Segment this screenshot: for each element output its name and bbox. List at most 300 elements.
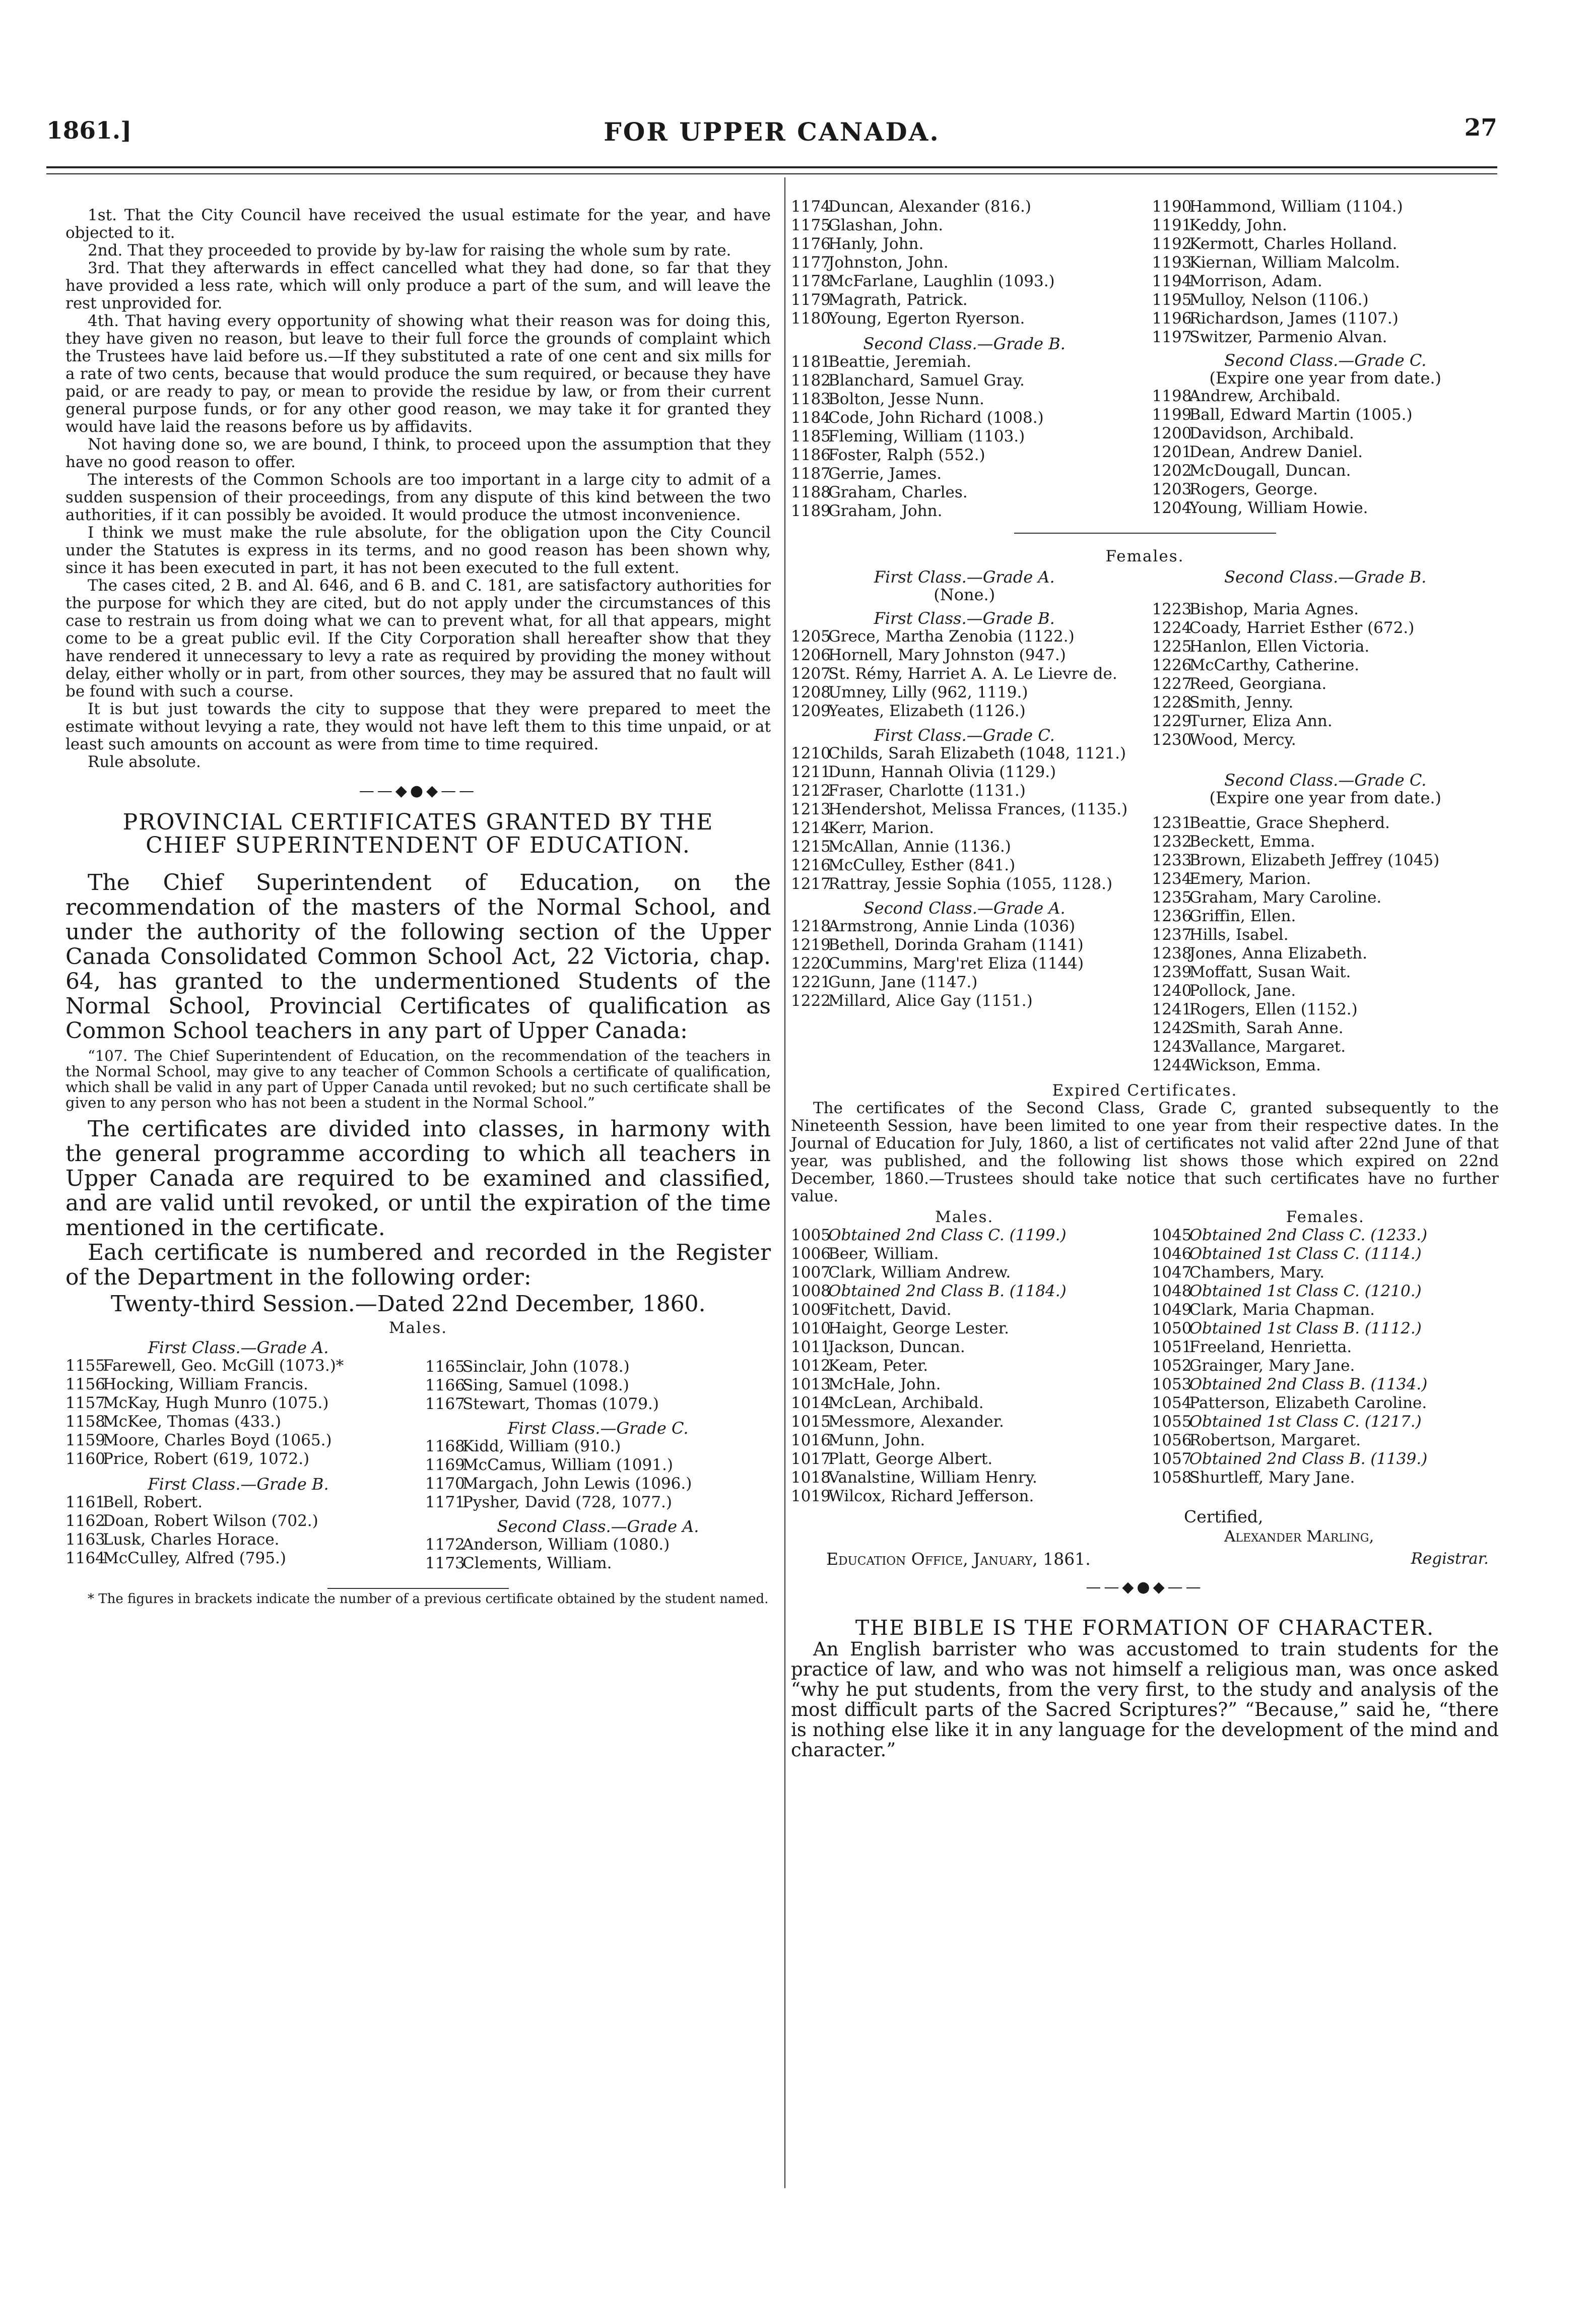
list-item xyxy=(1152,907,1499,926)
section-rule xyxy=(1014,533,1276,534)
entry-name: Hills, Isabel. xyxy=(1189,926,1289,944)
entry-name: Dean, Andrew Daniel. xyxy=(1189,443,1363,461)
entry-name: Blanchard, Samuel Gray. xyxy=(828,371,1025,390)
entry-name: Ball, Edward Martin (1005.) xyxy=(1189,406,1413,424)
entry-name: Bell, Robert. xyxy=(103,1493,203,1511)
certificate-number: 1223 xyxy=(1152,600,1192,618)
certified-label: Certified, xyxy=(1184,1507,1264,1526)
list-item xyxy=(1152,499,1499,518)
list-item xyxy=(791,702,1138,721)
list-block xyxy=(1152,600,1499,749)
entry-name: Emery, Marion. xyxy=(1189,870,1311,888)
females-col-b xyxy=(1152,568,1499,1075)
certificate-number: 1237 xyxy=(1152,926,1192,944)
list-item xyxy=(1152,1394,1499,1413)
entry-name: Obtained 2nd Class B. (1184.) xyxy=(828,1282,1067,1300)
entry-name: Wickson, Emma. xyxy=(1189,1056,1321,1074)
entry-name: McHale, John. xyxy=(828,1375,941,1393)
entry-name: Duncan, Alexander (816.) xyxy=(828,198,1031,216)
entry-name: Bolton, Jesse Nunn. xyxy=(828,390,984,408)
certificate-number: 1058 xyxy=(1152,1468,1192,1487)
entry-name: Turner, Eliza Ann. xyxy=(1189,712,1333,730)
certificate-number: 1218 xyxy=(791,917,831,935)
signer-name: Alexander Marling, xyxy=(1224,1527,1374,1546)
right-column xyxy=(791,198,1499,1760)
list-item xyxy=(1152,328,1499,347)
certificate-number: 1213 xyxy=(791,800,831,818)
grade-heading: First Class.—Grade A. xyxy=(874,567,1055,587)
list-item xyxy=(1152,291,1499,309)
list-item xyxy=(791,646,1138,665)
list-item xyxy=(791,291,1138,309)
page-header xyxy=(46,114,1497,152)
list-item xyxy=(791,800,1138,819)
entry-name: Kerr, Marion. xyxy=(828,819,935,837)
list-item xyxy=(1152,814,1499,833)
certificate-number: 1051 xyxy=(1152,1338,1192,1356)
certificate-number: 1184 xyxy=(791,409,831,427)
list-item xyxy=(791,763,1138,782)
list-item xyxy=(791,272,1138,291)
entry-name: McCulley, Alfred (795.) xyxy=(103,1549,286,1567)
certificate-number: 1170 xyxy=(425,1475,465,1493)
list-item xyxy=(791,1263,1138,1282)
entry-name: Obtained 2nd Class C. (1233.) xyxy=(1189,1226,1428,1244)
certificate-number: 1048 xyxy=(1152,1282,1192,1300)
certificate-number: 1233 xyxy=(1152,851,1192,869)
entry-name: Chambers, Mary. xyxy=(1189,1263,1325,1282)
judgment-paragraph: 1st. That the City Council have received the usual estimate for the year, and have objected to it. xyxy=(65,206,771,242)
entry-name: Magrath, Patrick. xyxy=(828,291,968,309)
left-column xyxy=(65,207,771,1606)
grade-note: (Expire one year from date.) xyxy=(1209,368,1442,388)
list-item xyxy=(1152,1357,1499,1375)
entry-name: Obtained 1st Class C. (1210.) xyxy=(1189,1282,1422,1300)
list-item xyxy=(425,1475,771,1493)
list-item xyxy=(1152,963,1499,982)
entry-name: Wilcox, Richard Jefferson. xyxy=(828,1487,1034,1505)
entry-name: Shurtleff, Mary Jane. xyxy=(1189,1468,1355,1487)
certificate-number: 1018 xyxy=(791,1468,831,1487)
certificate-number: 1005 xyxy=(791,1226,831,1244)
ornament-divider: ——◆●◆—— xyxy=(359,782,478,800)
entry-name: Dunn, Hannah Olivia (1129.) xyxy=(828,763,1056,781)
certificate-number: 1212 xyxy=(791,782,831,800)
certificate-number: 1156 xyxy=(65,1375,105,1393)
list-item xyxy=(791,1319,1138,1338)
entry-name: Richardson, James (1107.) xyxy=(1189,309,1399,328)
list-item xyxy=(791,936,1138,954)
list-item xyxy=(1152,1413,1499,1431)
certificate-number: 1224 xyxy=(1152,619,1192,637)
entry-name: Millard, Alice Gay (1151.) xyxy=(828,992,1033,1010)
entry-name: McCulley, Esther (841.) xyxy=(828,856,1016,874)
certificate-number: 1019 xyxy=(791,1487,831,1505)
list-item xyxy=(425,1493,771,1512)
entry-name: Margach, John Lewis (1096.) xyxy=(462,1475,692,1493)
list-block xyxy=(65,1357,411,1468)
expired-lists xyxy=(791,1208,1499,1506)
entry-name: McLean, Archibald. xyxy=(828,1394,984,1412)
entry-name: Pollock, Jane. xyxy=(1189,982,1296,1000)
entry-name: Jones, Anna Elizabeth. xyxy=(1189,944,1367,963)
certificate-number: 1242 xyxy=(1152,1019,1192,1037)
certificate-number: 1008 xyxy=(791,1282,831,1300)
entry-name: Keddy, John. xyxy=(1189,216,1287,234)
list-item xyxy=(1152,870,1499,888)
entry-name: Graham, Charles. xyxy=(828,483,968,501)
list-item xyxy=(65,1375,411,1394)
certificate-number: 1240 xyxy=(1152,982,1192,1000)
certificate-number: 1179 xyxy=(791,291,831,309)
entry-name: Kiernan, William Malcolm. xyxy=(1189,253,1400,272)
entry-name: Robertson, Margaret. xyxy=(1189,1431,1361,1449)
list-item xyxy=(1152,619,1499,637)
certificate-number: 1203 xyxy=(1152,480,1192,498)
entry-name: Messmore, Alexander. xyxy=(828,1413,1004,1431)
grade-heading: Second Class.—Grade C. xyxy=(1224,351,1427,370)
list-item xyxy=(65,1413,411,1431)
list-item xyxy=(1152,982,1499,1000)
entry-name: McKee, Thomas (433.) xyxy=(103,1413,281,1431)
entry-name: Beckett, Emma. xyxy=(1189,833,1315,851)
certificate-number: 1241 xyxy=(1152,1000,1192,1018)
entry-name: Graham, John. xyxy=(828,502,943,520)
entry-name: Patterson, Elizabeth Caroline. xyxy=(1189,1394,1427,1412)
certificate-number: 1183 xyxy=(791,390,831,408)
list-item xyxy=(791,1245,1138,1263)
list-item xyxy=(1152,272,1499,291)
list-item xyxy=(1152,1038,1499,1056)
certificate-number: 1191 xyxy=(1152,216,1192,234)
entry-name: Smith, Jenny. xyxy=(1189,693,1294,712)
certificate-number: 1222 xyxy=(791,992,831,1010)
list-item xyxy=(1152,712,1499,731)
certificate-number: 1166 xyxy=(425,1376,465,1394)
list-item xyxy=(791,235,1138,253)
entry-name: Obtained 1st Class C. (1217.) xyxy=(1189,1413,1422,1431)
entry-name: Obtained 1st Class B. (1112.) xyxy=(1189,1319,1422,1337)
entry-name: Code, John Richard (1008.) xyxy=(828,409,1044,427)
list-item xyxy=(65,1512,411,1530)
entry-name: Vanalstine, William Henry. xyxy=(828,1468,1037,1487)
certificate-number: 1155 xyxy=(65,1357,105,1375)
list-item xyxy=(791,198,1138,216)
certificate-number: 1016 xyxy=(791,1431,831,1449)
list-item xyxy=(791,253,1138,272)
certificate-number: 1198 xyxy=(1152,387,1192,405)
list-block xyxy=(1152,1226,1499,1487)
certificate-number: 1225 xyxy=(1152,637,1192,656)
certificate-number: 1243 xyxy=(1152,1038,1192,1056)
certificate-number: 1234 xyxy=(1152,870,1192,888)
certificate-number: 1231 xyxy=(1152,814,1192,832)
expired-females-heading: Females. xyxy=(1286,1208,1365,1226)
males-list-col-a xyxy=(65,1339,411,1573)
entry-name: Clements, William. xyxy=(462,1554,612,1572)
entry-name: Doan, Robert Wilson (702.) xyxy=(103,1512,318,1530)
list-item xyxy=(1152,406,1499,424)
certificate-number: 1189 xyxy=(791,502,831,520)
certificate-number: 1215 xyxy=(791,838,831,856)
entry-name: Rogers, Ellen (1152.) xyxy=(1189,1000,1358,1018)
list-item xyxy=(1152,637,1499,656)
list-item xyxy=(1152,1375,1499,1394)
list-item xyxy=(425,1376,771,1395)
certificate-number: 1220 xyxy=(791,954,831,973)
certificate-number: 1053 xyxy=(1152,1375,1192,1393)
entry-name: Pysher, David (728, 1077.) xyxy=(462,1493,672,1511)
list-item xyxy=(791,917,1138,936)
list-block xyxy=(791,917,1138,1010)
certificate-number: 1192 xyxy=(1152,235,1192,253)
certificate-number: 1229 xyxy=(1152,712,1192,730)
list-item xyxy=(791,992,1138,1010)
entry-name: Moffatt, Susan Wait. xyxy=(1189,963,1351,981)
header-rule xyxy=(46,166,1497,168)
judgment-paragraph: I think we must make the rule absolute, for the obligation upon the City Council under the Statutes is express in its terms, and no good reason has been shown why, since it has been executed in part, it has not been executed to the full extent. xyxy=(65,524,771,577)
entry-name: Johnston, John. xyxy=(828,253,949,272)
list-item xyxy=(1152,1319,1499,1338)
entry-name: St. Rémy, Harriet A. A. Le Lievre de. xyxy=(828,665,1117,683)
entry-name: Hanly, John. xyxy=(828,235,924,253)
list-item xyxy=(1152,731,1499,749)
list-item xyxy=(1152,480,1499,499)
entry-name: Hammond, William (1104.) xyxy=(1189,198,1403,216)
entry-name: Andrew, Archibald. xyxy=(1189,387,1341,405)
entry-name: Wood, Mercy. xyxy=(1189,731,1296,749)
entry-name: Sing, Samuel (1098.) xyxy=(462,1376,629,1394)
entry-name: Kidd, William (910.) xyxy=(462,1437,621,1455)
expired-heading: Expired Certificates. xyxy=(1052,1081,1238,1100)
list-item xyxy=(1152,1301,1499,1319)
certificate-number: 1017 xyxy=(791,1450,831,1468)
females-heading: Females. xyxy=(1105,547,1184,565)
certificate-number: 1165 xyxy=(425,1358,465,1376)
entry-name: Freeland, Henrietta. xyxy=(1189,1338,1352,1356)
list-item xyxy=(1152,833,1499,851)
certificate-number: 1054 xyxy=(1152,1394,1192,1412)
list-item xyxy=(1152,1263,1499,1282)
certificate-number: 1205 xyxy=(791,627,831,646)
certificate-number: 1210 xyxy=(791,744,831,762)
list-item xyxy=(1152,926,1499,944)
males-cont-col-b xyxy=(1152,198,1499,521)
list-item xyxy=(1152,1000,1499,1019)
entry-name: Vallance, Margaret. xyxy=(1189,1038,1346,1056)
certificate-number: 1011 xyxy=(791,1338,831,1356)
entry-name: Grece, Martha Zenobia (1122.) xyxy=(828,627,1075,646)
register-paragraph: Each certificate is numbered and recorded in the Register of the Department in the following order: xyxy=(65,1240,771,1290)
column-divider xyxy=(784,177,785,2188)
certificate-number: 1180 xyxy=(791,309,831,328)
list-item xyxy=(1152,387,1499,406)
list-item xyxy=(1152,216,1499,235)
list-item xyxy=(1152,1282,1499,1301)
list-block xyxy=(65,1493,411,1568)
list-item xyxy=(791,1431,1138,1450)
certificate-number: 1178 xyxy=(791,272,831,290)
entry-name: McKay, Hugh Munro (1075.) xyxy=(103,1394,329,1412)
list-item xyxy=(1152,198,1499,216)
males-heading: Males. xyxy=(388,1319,448,1337)
judgment-paragraph: The cases cited, 2 B. and Al. 646, and 6 B. and C. 181, are satisfactory authorities for the purpose for which they are cited, but do not apply under the circumstances of this case to restrain us from doing what we can to prevent what, for all that appears, might come to be a great public evil. If the City Corporation shall hereafter show that they have rendered it unnecessary to levy a rate as required by providing the money without delay, either wholly or in part, from other sources, they may be assured that no fault will be found with such a course. xyxy=(65,577,771,700)
certificate-number: 1194 xyxy=(1152,272,1192,290)
ornament-divider: ——◆●◆—— xyxy=(1086,1578,1204,1596)
entry-name: McFarlane, Laughlin (1093.) xyxy=(828,272,1055,290)
males-list-col-b xyxy=(425,1339,771,1573)
list-item xyxy=(65,1450,411,1468)
entry-name: Jackson, Duncan. xyxy=(828,1338,965,1356)
list-item xyxy=(1152,1226,1499,1245)
list-item xyxy=(65,1530,411,1549)
certificate-number: 1195 xyxy=(1152,291,1192,309)
entry-name: Hocking, William Francis. xyxy=(103,1375,308,1393)
certificate-number: 1047 xyxy=(1152,1263,1192,1282)
rule-absolute: Rule absolute. xyxy=(88,753,201,771)
list-block xyxy=(425,1358,771,1414)
males-list xyxy=(65,1339,771,1573)
males-continued xyxy=(791,198,1499,521)
list-item xyxy=(791,665,1138,683)
entry-name: Davidson, Archibald. xyxy=(1189,424,1354,442)
certificate-number: 1181 xyxy=(791,353,831,371)
judgment-paragraph: The interests of the Common Schools are too important in a large city to admit of a sudden suspension of their proceedings, from any dispute of this kind between the two authorities, if it can possibly be avoided. It would produce the utmost inconvenience. xyxy=(65,471,771,524)
certificate-number: 1159 xyxy=(65,1431,105,1449)
entry-name: Price, Robert (619, 1072.) xyxy=(103,1450,310,1468)
certificate-number: 1012 xyxy=(791,1357,831,1375)
certificate-number: 1202 xyxy=(1152,462,1192,480)
expired-males xyxy=(791,1208,1138,1506)
office-date: Education Office, January, 1861. xyxy=(826,1549,1091,1569)
list-item xyxy=(425,1358,771,1376)
header-rule-thin xyxy=(46,173,1497,174)
grade-heading: First Class.—Grade B. xyxy=(148,1475,329,1494)
list-item xyxy=(1152,235,1499,253)
certificate-number: 1057 xyxy=(1152,1450,1192,1468)
grade-heading: Second Class.—Grade B. xyxy=(863,334,1066,353)
entry-name: Smith, Sarah Anne. xyxy=(1189,1019,1344,1037)
entry-name: Obtained 2nd Class B. (1134.) xyxy=(1189,1375,1428,1393)
entry-name: Lusk, Charles Horace. xyxy=(103,1530,280,1549)
list-block xyxy=(1152,814,1499,1075)
entry-name: Young, William Howie. xyxy=(1189,499,1368,517)
entry-name: Switzer, Parmenio Alvan. xyxy=(1189,328,1387,346)
certificate-number: 1200 xyxy=(1152,424,1192,442)
certificate-number: 1186 xyxy=(791,446,831,464)
certificate-number: 1174 xyxy=(791,198,831,216)
entry-name: McCamus, William (1091.) xyxy=(462,1456,673,1474)
intro-paragraph: The Chief Superintendent of Education, on the recommendation of the masters of the Normal School, and under the authority of the following section of the Upper Canada Consolidated Common School Act, 22 Victoria, chap. 64, has granted to the undermentioned Students of the Normal School, Provincial Certificates of qualification as Common School teachers in any part of Upper Canada: xyxy=(65,870,771,1044)
certificate-number: 1052 xyxy=(1152,1357,1192,1375)
certificate-number: 1164 xyxy=(65,1549,105,1567)
certificate-number: 1227 xyxy=(1152,675,1192,693)
judgment-paragraph: 3rd. That they afterwards in effect cancelled what they had done, so far that they have provided a less rate, which will only produce a part of the sum, and will leave the rest unprovided for. xyxy=(65,259,771,312)
list-item xyxy=(791,954,1138,973)
entry-name: Kermott, Charles Holland. xyxy=(1189,235,1398,253)
entry-name: Rogers, George. xyxy=(1189,480,1318,498)
section-title-line-1: PROVINCIAL CERTIFICATES GRANTED BY THE xyxy=(122,809,714,835)
list-item xyxy=(1152,656,1499,675)
expired-females xyxy=(1152,1208,1499,1506)
certificate-number: 1199 xyxy=(1152,406,1192,424)
certificate-number: 1161 xyxy=(65,1493,105,1511)
list-item xyxy=(1152,1245,1499,1263)
certificate-number: 1173 xyxy=(425,1554,465,1572)
list-block xyxy=(791,198,1138,328)
list-block xyxy=(1152,387,1499,518)
list-item xyxy=(791,1282,1138,1301)
list-item xyxy=(1152,600,1499,619)
entry-name: Morrison, Adam. xyxy=(1189,272,1322,290)
entry-name: Griffin, Ellen. xyxy=(1189,907,1296,925)
list-item xyxy=(791,390,1138,409)
certificate-number: 1209 xyxy=(791,702,831,720)
certificate-number: 1228 xyxy=(1152,693,1192,712)
entry-name: Mulloy, Nelson (1106.) xyxy=(1189,291,1369,309)
entry-name: Glashan, John. xyxy=(828,216,944,234)
list-item xyxy=(425,1456,771,1475)
entry-name: Rattray, Jessie Sophia (1055, 1128.) xyxy=(828,875,1113,893)
judgment-paragraph: 4th. That having every opportunity of showing what their reason was for doing this, they have given no reason, but leave to their full force the grounds of complaint which the Trustees have laid before us.—If they substituted a rate of one cent and six mills for a rate of two cents, because that would produce the sum required, or because they have paid, or are ready to pay, or mean to provide the residue by law, or from their current general purpose funds, or for any other good reason, we may take it for granted they would have laid the reasons before us by affidavits. xyxy=(65,312,771,436)
certificate-number: 1171 xyxy=(425,1493,465,1511)
section-title xyxy=(65,811,771,857)
entry-name: Farewell, Geo. McGill (1073.)* xyxy=(103,1357,344,1375)
entry-name: McDougall, Duncan. xyxy=(1189,462,1351,480)
judgment-paragraph: 2nd. That they proceeded to provide by by-law for raising the whole sum by rate. xyxy=(88,241,732,260)
list-item xyxy=(791,1450,1138,1468)
list-item xyxy=(425,1554,771,1573)
list-item xyxy=(1152,309,1499,328)
certificate-number: 1162 xyxy=(65,1512,105,1530)
grade-heading: Second Class.—Grade B. xyxy=(1224,567,1427,587)
certificate-number: 1050 xyxy=(1152,1319,1192,1337)
list-item xyxy=(791,1338,1138,1357)
certificate-number: 1158 xyxy=(65,1413,105,1431)
certificate-number: 1211 xyxy=(791,763,831,781)
entry-name: Moore, Charles Boyd (1065.) xyxy=(103,1431,332,1449)
certificate-number: 1206 xyxy=(791,646,831,664)
certificate-number: 1013 xyxy=(791,1375,831,1393)
header-date: 1861.] xyxy=(46,117,132,145)
certificate-number: 1015 xyxy=(791,1413,831,1431)
list-block xyxy=(791,1226,1138,1506)
certificate-number: 1235 xyxy=(1152,888,1192,907)
certificate-number: 1188 xyxy=(791,483,831,501)
certificate-number: 1208 xyxy=(791,683,831,701)
certificate-number: 1168 xyxy=(425,1437,465,1455)
certificate-number: 1190 xyxy=(1152,198,1192,216)
certificate-number: 1056 xyxy=(1152,1431,1192,1449)
certificate-number: 1169 xyxy=(425,1456,465,1474)
entry-name: Fraser, Charlotte (1131.) xyxy=(828,782,1026,800)
list-item xyxy=(791,627,1138,646)
statute-quote: “107. The Chief Superintendent of Education, on the recommendation of the teachers in the Normal School, may give to any teacher of Common Schools a certificate of qualification, which shall be valid in any part of Upper Canada until revoked; but no such certificate shall be given to any person who has not been a student in the Normal School.” xyxy=(65,1047,771,1111)
entry-name: Beattie, Jeremiah. xyxy=(828,353,972,371)
list-item xyxy=(65,1549,411,1568)
none-note: (None.) xyxy=(934,585,995,604)
females-col-a xyxy=(791,568,1138,1075)
certificate-number: 1207 xyxy=(791,665,831,683)
list-item xyxy=(791,216,1138,235)
certificate-number: 1176 xyxy=(791,235,831,253)
running-title: FOR UPPER CANADA. xyxy=(604,117,940,147)
list-item xyxy=(791,1413,1138,1431)
entry-name: Anderson, William (1080.) xyxy=(462,1536,670,1554)
entry-name: Bishop, Maria Agnes. xyxy=(1189,600,1359,618)
certificate-number: 1193 xyxy=(1152,253,1192,272)
entry-name: Keam, Peter. xyxy=(828,1357,928,1375)
